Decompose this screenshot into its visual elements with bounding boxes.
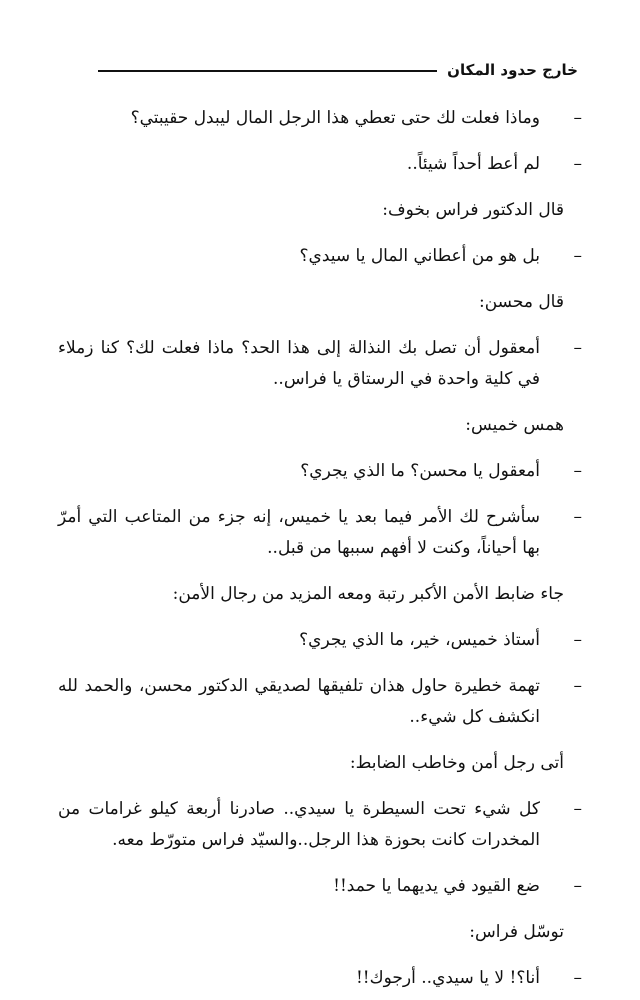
paragraph-text: أمعقول أن تصل بك النذالة إلى هذا الحد؟ ماذا فعلت لك؟ كنا زملاء في كلية واحدة في الرستاق يا فراس.. — [58, 338, 540, 389]
narration-line — [58, 748, 582, 779]
dialogue-dash: – — [573, 799, 582, 819]
dialogue-line — [58, 149, 582, 180]
dialogue-dash: – — [573, 338, 582, 358]
narration-line — [58, 287, 582, 318]
paragraph-text: أستاذ خميس، خير، ما الذي يجري؟ — [299, 630, 540, 650]
paragraph-text: أتى رجل أمن وخاطب الضابط: — [349, 753, 564, 773]
paragraph-text: كل شيء تحت السيطرة يا سيدي.. صادرنا أربعة كيلو غرامات من المخدرات كانت بحوزة هذا الرجل..والسيّد فراس متورّط معه. — [58, 799, 540, 850]
paragraph-text: أمعقول يا محسن؟ ما الذي يجري؟ — [300, 461, 540, 481]
dialogue-line — [58, 103, 582, 134]
paragraph-text: جاء ضابط الأمن الأكبر رتبة ومعه المزيد من رجال الأمن: — [172, 584, 564, 604]
dialogue-line — [58, 963, 582, 994]
paragraph-text: قال الدكتور فراس بخوف: — [382, 200, 564, 220]
paragraph-text: لم أعط أحداً شيئاً.. — [406, 154, 540, 174]
dialogue-dash: – — [573, 630, 582, 650]
running-header — [98, 58, 578, 82]
chapter-title: خارج حدود المكان — [447, 61, 578, 79]
narration-line — [58, 410, 582, 441]
paragraph-text: قال محسن: — [479, 292, 564, 312]
dialogue-dash: – — [573, 507, 582, 527]
paragraph-text: همس خميس: — [465, 415, 564, 435]
dialogue-dash: – — [573, 154, 582, 174]
dialogue-dash: – — [573, 461, 582, 481]
paragraph-text: ضع القيود في يديهما يا حمد!! — [333, 876, 540, 896]
narration-line — [58, 579, 582, 610]
dialogue-line — [58, 333, 582, 395]
dialogue-dash: – — [573, 108, 582, 128]
paragraph-text: سأشرح لك الأمر فيما بعد يا خميس، إنه جزء من المتاعب التي أمرّ بها أحياناً، وكنت لا أفهم سببها من قبل.. — [58, 507, 540, 558]
dialogue-line — [58, 625, 582, 656]
paragraph-text: وماذا فعلت لك حتى تعطي هذا الرجل المال ليبدل حقيبتي؟ — [130, 108, 540, 128]
dialogue-line — [58, 456, 582, 487]
dialogue-dash: – — [573, 676, 582, 696]
paragraph-text: بل هو من أعطاني المال يا سيدي؟ — [299, 246, 540, 266]
dialogue-dash: – — [573, 876, 582, 896]
narration-line — [58, 917, 582, 948]
dialogue-line — [58, 502, 582, 564]
paragraph-text: تهمة خطيرة حاول هذان تلفيقها لصديقي الدكتور محسن، والحمد لله انكشف كل شيء.. — [58, 676, 540, 727]
dialogue-dash: – — [573, 968, 582, 988]
dialogue-line — [58, 671, 582, 733]
dialogue-line — [58, 794, 582, 856]
dialogue-dash: – — [573, 246, 582, 266]
paragraph-text: أنا؟! لا يا سيدي.. أرجوك!! — [355, 968, 540, 988]
paragraph-text: توسّل فراس: — [469, 922, 564, 942]
header-rule — [98, 70, 437, 72]
page-body — [58, 103, 582, 994]
narration-line — [58, 195, 582, 226]
dialogue-line — [58, 871, 582, 902]
dialogue-line — [58, 241, 582, 272]
